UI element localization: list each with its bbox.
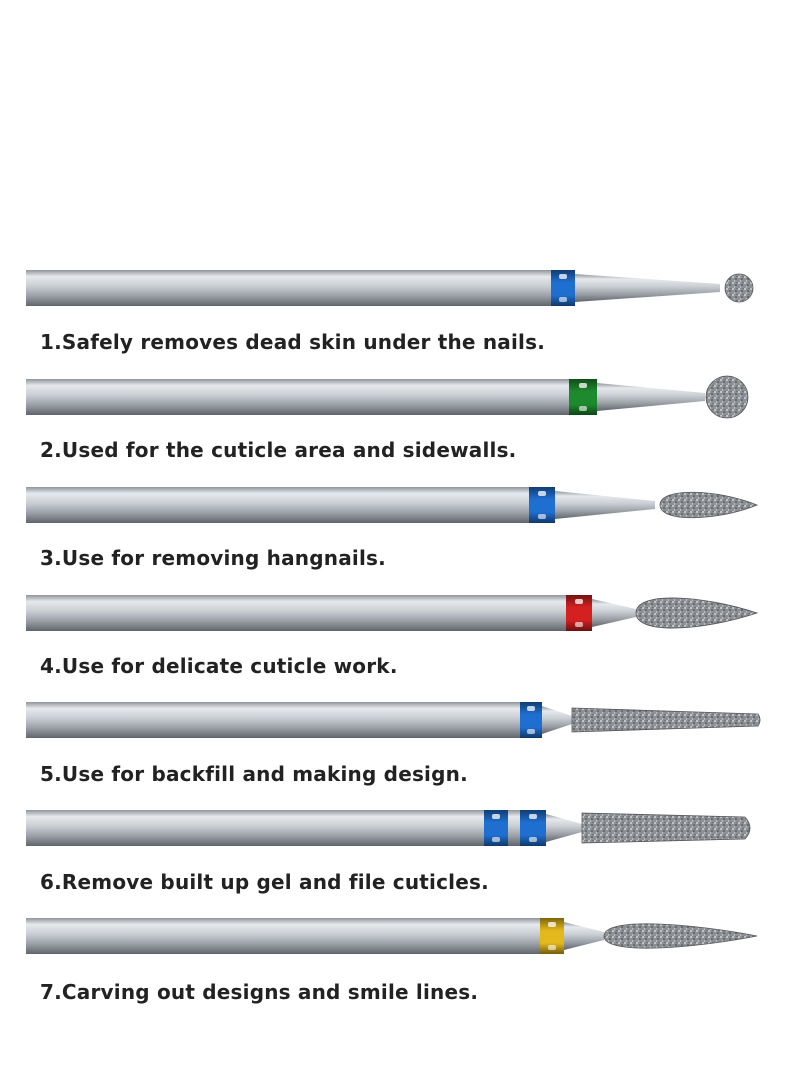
band-marking xyxy=(559,274,567,279)
band-marking xyxy=(548,945,556,950)
drill-bit-1 xyxy=(0,258,800,318)
band-marking xyxy=(527,729,535,734)
diamond-grit-head xyxy=(660,492,757,518)
band-marking xyxy=(538,491,546,496)
drill-neck xyxy=(546,814,582,842)
band-marking xyxy=(529,837,537,842)
bit-caption: 1.Safely removes dead skin under the nails. xyxy=(40,330,545,354)
band-marking xyxy=(492,837,500,842)
diamond-grit-head xyxy=(706,376,748,418)
drill-shank xyxy=(26,918,564,954)
drill-neck xyxy=(575,274,720,302)
drill-bit-5 xyxy=(0,690,800,750)
drill-neck xyxy=(592,599,636,627)
band-marking xyxy=(575,622,583,627)
diamond-grit-head xyxy=(604,924,757,948)
diamond-grit-head xyxy=(582,813,750,843)
bit-caption: 4.Use for delicate cuticle work. xyxy=(40,654,398,678)
drill-bit-3 xyxy=(0,475,800,535)
bit-caption: 2.Used for the cuticle area and sidewalls. xyxy=(40,438,517,462)
drill-neck xyxy=(542,706,572,734)
band-marking xyxy=(559,297,567,302)
diamond-grit-head xyxy=(725,274,753,302)
drill-neck xyxy=(597,383,705,411)
drill-bit-2 xyxy=(0,367,800,427)
drill-shank xyxy=(26,487,555,523)
drill-bit-illustration xyxy=(0,367,800,427)
drill-bit-illustration xyxy=(0,258,800,318)
drill-neck xyxy=(555,491,655,519)
drill-bit-6 xyxy=(0,798,800,858)
diamond-grit-head xyxy=(636,598,757,628)
band-marking xyxy=(492,814,500,819)
drill-shank xyxy=(26,702,542,738)
drill-bit-4 xyxy=(0,583,800,643)
drill-bit-7 xyxy=(0,906,800,966)
band-marking xyxy=(538,514,546,519)
bit-caption: 6.Remove built up gel and file cuticles. xyxy=(40,870,489,894)
band-marking xyxy=(579,383,587,388)
band-marking xyxy=(579,406,587,411)
diamond-grit-head xyxy=(572,708,760,732)
drill-shank xyxy=(26,270,575,306)
drill-bit-illustration xyxy=(0,798,800,858)
drill-shank xyxy=(26,595,592,631)
bit-caption: 3.Use for removing hangnails. xyxy=(40,546,386,570)
drill-shank xyxy=(26,810,546,846)
drill-bit-illustration xyxy=(0,906,800,966)
drill-bit-illustration xyxy=(0,583,800,643)
drill-shank xyxy=(26,379,597,415)
band-marking xyxy=(548,922,556,927)
drill-neck xyxy=(564,922,604,950)
drill-bit-illustration xyxy=(0,475,800,535)
bit-caption: 5.Use for backfill and making design. xyxy=(40,762,468,786)
bit-caption: 7.Carving out designs and smile lines. xyxy=(40,980,479,1004)
band-marking xyxy=(529,814,537,819)
band-marking xyxy=(527,706,535,711)
band-marking xyxy=(575,599,583,604)
drill-bit-illustration xyxy=(0,690,800,750)
